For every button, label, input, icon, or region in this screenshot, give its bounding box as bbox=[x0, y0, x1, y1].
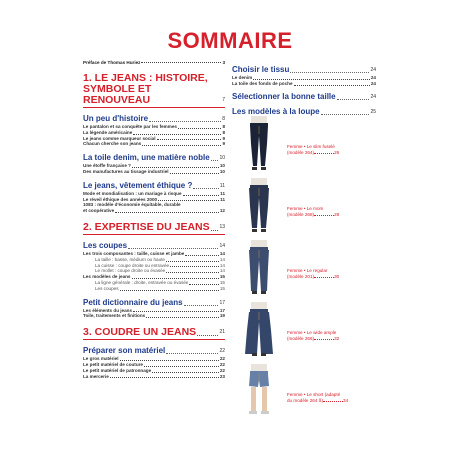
jeans-shape bbox=[250, 247, 268, 250]
model-page: 34 bbox=[343, 397, 349, 403]
model-label bbox=[287, 268, 377, 279]
right-entry-page: 24 bbox=[370, 80, 376, 86]
model-entry[interactable] bbox=[232, 300, 382, 360]
chapter-1-line2: SYMBOLE ET RENOUVEAU bbox=[83, 83, 152, 106]
ch1-section bbox=[83, 153, 225, 175]
model-ref: (modèle 266) bbox=[287, 335, 315, 341]
right-section-title-page: 25 bbox=[370, 108, 376, 115]
right-section-title-label: Choisir le tissu bbox=[232, 65, 290, 74]
jeans-shape bbox=[252, 167, 257, 170]
page-title: SOMMAIRE bbox=[167, 28, 293, 53]
chapter-3[interactable] bbox=[83, 327, 225, 340]
model-name: Femme • Le mom bbox=[287, 206, 324, 211]
chapter-1-line1: 1. LE JEANS : HISTOIRE, bbox=[83, 72, 208, 84]
jeans-shape bbox=[262, 387, 267, 411]
ch2-section bbox=[83, 298, 225, 320]
ch2-entry-page: 17 bbox=[219, 307, 225, 313]
ch1-section-title-label: Un peu d'histoire bbox=[83, 114, 149, 123]
jeans-shape bbox=[252, 353, 257, 356]
model-ref: du modèle 264 ß) bbox=[287, 397, 324, 403]
model-entry[interactable] bbox=[232, 176, 382, 236]
ch1-section-title[interactable] bbox=[83, 153, 225, 163]
model-label bbox=[287, 144, 377, 155]
ch2-entry-page: 19 bbox=[219, 313, 225, 319]
right-entry-page: 24 bbox=[370, 75, 376, 80]
jeans-shape bbox=[252, 291, 257, 294]
jeans-shape bbox=[261, 411, 269, 414]
ch2-section-title-page: 17 bbox=[219, 299, 225, 306]
ch1-section-title[interactable] bbox=[83, 181, 225, 191]
model-label bbox=[287, 206, 377, 217]
model-name: Femme • Le short (adapté bbox=[287, 392, 341, 397]
ch2-entry[interactable] bbox=[83, 286, 225, 292]
ch2-entry-page: 15 bbox=[219, 279, 225, 285]
preface-page: 3 bbox=[222, 60, 225, 65]
chapter-2-sections bbox=[83, 241, 225, 319]
ch3-entry[interactable] bbox=[83, 374, 225, 380]
ch3-entry-label: Le petit matériel de patronnage bbox=[83, 367, 152, 373]
ch1-entry-page: 10 bbox=[219, 163, 225, 169]
ch2-entry-page: 14 bbox=[219, 250, 225, 256]
jeans-shape bbox=[251, 116, 267, 124]
ch2-entry[interactable] bbox=[83, 313, 225, 319]
ch2-entry-page: 14 bbox=[219, 256, 225, 262]
ch1-entry-label: Une étoffe française ? bbox=[83, 163, 131, 169]
jeans-shape bbox=[251, 240, 267, 248]
ch3-entry-label: Le petit matériel de couture bbox=[83, 361, 143, 367]
ch1-entry-label: Le pantalon et sa conquête par les femmes bbox=[83, 124, 177, 129]
ch1-entry-page: 9 bbox=[222, 141, 225, 147]
jeans-photo bbox=[236, 362, 282, 420]
ch2-entry-page: 14 bbox=[219, 262, 225, 268]
preface-entry[interactable] bbox=[83, 60, 225, 65]
ch2-entry-label: Toile, traitements et finitions bbox=[83, 313, 146, 319]
jeans-shape bbox=[261, 229, 266, 232]
ch3-section-title-label: Préparer son matériel bbox=[83, 346, 166, 356]
ch1-section bbox=[83, 181, 225, 214]
chapter-2-title: 2. EXPERTISE DU JEANS bbox=[83, 220, 210, 233]
ch2-section-title-label: Petit dictionnaire du jeans bbox=[83, 297, 183, 307]
model-entry[interactable] bbox=[232, 362, 382, 422]
ch2-entry-page: 15 bbox=[219, 285, 225, 291]
ch1-entry-label: La légende américaine bbox=[83, 129, 133, 135]
ch2-entry-label: Les modèles de jeans bbox=[83, 274, 131, 280]
ch1-entry[interactable] bbox=[83, 208, 225, 214]
jeans-shape bbox=[261, 291, 266, 294]
toc-right-column bbox=[232, 60, 376, 117]
right-section-title-label: Sélectionner la bonne taille bbox=[232, 91, 336, 101]
ch2-section bbox=[83, 241, 225, 292]
jeans-shape bbox=[251, 302, 267, 310]
right-entry-label: La toile des fonds de poche bbox=[232, 80, 293, 86]
jeans-shape bbox=[261, 353, 266, 356]
chapter-3-page: 21 bbox=[219, 329, 225, 336]
ch1-section-title-page: 10 bbox=[219, 155, 225, 162]
ch1-entry-page: 11 bbox=[220, 196, 225, 202]
jeans-shape bbox=[250, 185, 268, 188]
ch2-entry-label: La ligne générale : droite, entravée ou évasée bbox=[95, 279, 189, 285]
jeans-shape bbox=[250, 123, 268, 126]
ch1-entry-label: Le jeans comme marqueur social bbox=[83, 135, 156, 141]
ch3-section-title[interactable] bbox=[83, 346, 225, 356]
ch1-entry-label: Des manufactures au tissage industriel bbox=[83, 168, 169, 174]
preface-label: Préface de Thomas Huriez bbox=[83, 60, 141, 65]
chapter-3-sections bbox=[83, 346, 225, 379]
jeans-shape bbox=[250, 371, 268, 374]
chapter-1[interactable] bbox=[83, 73, 225, 108]
model-page: 32 bbox=[334, 335, 340, 341]
ch3-entry-page: 22 bbox=[219, 361, 225, 367]
model-name: Femme • Le slim fuselé bbox=[287, 144, 335, 149]
ch1-section-title-page: 11 bbox=[219, 182, 225, 189]
ch1-section-title-label: La toile denim, une matière noble bbox=[83, 153, 210, 163]
jeans-photo bbox=[236, 114, 282, 172]
right-section-title[interactable] bbox=[232, 65, 376, 75]
model-page: 30 bbox=[334, 273, 340, 279]
right-section-title[interactable] bbox=[232, 92, 376, 102]
right-entry-label: Le denim bbox=[232, 75, 253, 80]
model-entry[interactable] bbox=[232, 114, 382, 174]
ch1-entry-label: Mode et mondialisation : un mariage à risque bbox=[83, 190, 182, 196]
ch3-entry-page: 23 bbox=[219, 373, 225, 379]
ch1-entry-page: 12 bbox=[219, 208, 225, 214]
ch1-entry-label: et coopérative bbox=[83, 208, 115, 214]
ch3-section-title-page: 22 bbox=[219, 348, 225, 355]
ch2-section-title-page: 14 bbox=[219, 242, 225, 249]
ch3-entry-page: 22 bbox=[219, 367, 225, 373]
jeans-photo bbox=[236, 300, 282, 358]
ch3-entry-label: Le gros matériel bbox=[83, 356, 119, 362]
jeans-shape bbox=[252, 229, 257, 232]
model-name: Femme • Le wide ample bbox=[287, 330, 337, 335]
jeans-shape bbox=[261, 167, 266, 170]
right-section-title-page: 24 bbox=[370, 93, 376, 100]
jeans-shape bbox=[249, 411, 257, 414]
right-section-title-label: Les modèles à la loupe bbox=[232, 106, 320, 116]
ch1-section bbox=[83, 114, 225, 147]
ch3-entry-label: La mercerie bbox=[83, 373, 109, 379]
toc-left-column bbox=[83, 60, 225, 379]
jeans-shape bbox=[251, 364, 267, 372]
jeans-shape bbox=[251, 178, 267, 186]
ch1-entry[interactable] bbox=[83, 141, 225, 147]
ch2-entry-label: Le mollet : coupe droite ou évasée bbox=[95, 268, 166, 274]
model-ref: (modèle 201) bbox=[287, 273, 315, 279]
chapter-1-sections bbox=[83, 114, 225, 214]
ch2-section-title[interactable] bbox=[83, 241, 225, 251]
ch1-entry[interactable] bbox=[83, 169, 225, 175]
ch3-entry-page: 22 bbox=[219, 356, 225, 362]
model-page: 26 bbox=[334, 149, 340, 155]
model-label bbox=[287, 330, 377, 341]
ch1-section-title-label: Le jeans, vêtement éthique ? bbox=[83, 180, 193, 190]
ch2-entry-label: Les éléments du jeans bbox=[83, 307, 133, 313]
ch3-section bbox=[83, 346, 225, 379]
chapter-2[interactable] bbox=[83, 222, 225, 235]
ch1-entry-label: 1083 : modèle d'économie équitable, durable bbox=[83, 202, 181, 208]
model-label bbox=[287, 392, 377, 403]
chapter-3-title: 3. COUDRE UN JEANS bbox=[83, 326, 197, 339]
right-section bbox=[232, 92, 376, 102]
ch1-entry-page: 8 bbox=[222, 129, 225, 135]
ch1-entry-page: 10 bbox=[219, 168, 225, 174]
chapter-1-page: 7 bbox=[222, 97, 225, 103]
ch1-section-title[interactable] bbox=[83, 114, 225, 124]
ch2-entry-label: La cuisse : coupe droite ou entravée bbox=[95, 262, 170, 268]
ch2-entry-label: Les coupes bbox=[95, 285, 119, 291]
ch1-section-title-page: 8 bbox=[222, 116, 225, 122]
ch2-section-title[interactable] bbox=[83, 298, 225, 308]
chapter-2-page: 13 bbox=[219, 223, 225, 230]
ch2-section-title-label: Les coupes bbox=[83, 240, 128, 250]
right-section bbox=[232, 65, 376, 87]
right-section-title-page: 24 bbox=[370, 67, 376, 73]
model-page: 28 bbox=[334, 211, 340, 217]
jeans-shape bbox=[251, 387, 256, 411]
jeans-photo bbox=[236, 238, 282, 296]
ch2-entry-label: La taille : basse, médium ou haute bbox=[95, 256, 165, 262]
ch2-entry-page: 15 bbox=[219, 274, 225, 280]
right-entry[interactable] bbox=[232, 81, 376, 87]
jeans-photo bbox=[236, 176, 282, 234]
ch2-entry-page: 14 bbox=[219, 268, 225, 274]
jeans-shape bbox=[250, 309, 268, 312]
model-name: Femme • Le regular bbox=[287, 268, 328, 273]
ch1-entry-label: Chacun cherche son jeans bbox=[83, 141, 142, 147]
model-ref: (modèle 268) bbox=[287, 211, 315, 217]
model-entry[interactable] bbox=[232, 238, 382, 298]
model-ref: (modèle 264) bbox=[287, 149, 315, 155]
ch1-entry-page: 11 bbox=[220, 190, 225, 196]
ch2-entry-label: Les trois composantes : taille, cuisse et jambe bbox=[83, 250, 185, 256]
ch1-entry-page: 8 bbox=[222, 124, 225, 129]
ch1-entry-label: Le réveil éthique des années 2000 bbox=[83, 196, 158, 202]
ch1-entry-page: 9 bbox=[222, 135, 225, 141]
